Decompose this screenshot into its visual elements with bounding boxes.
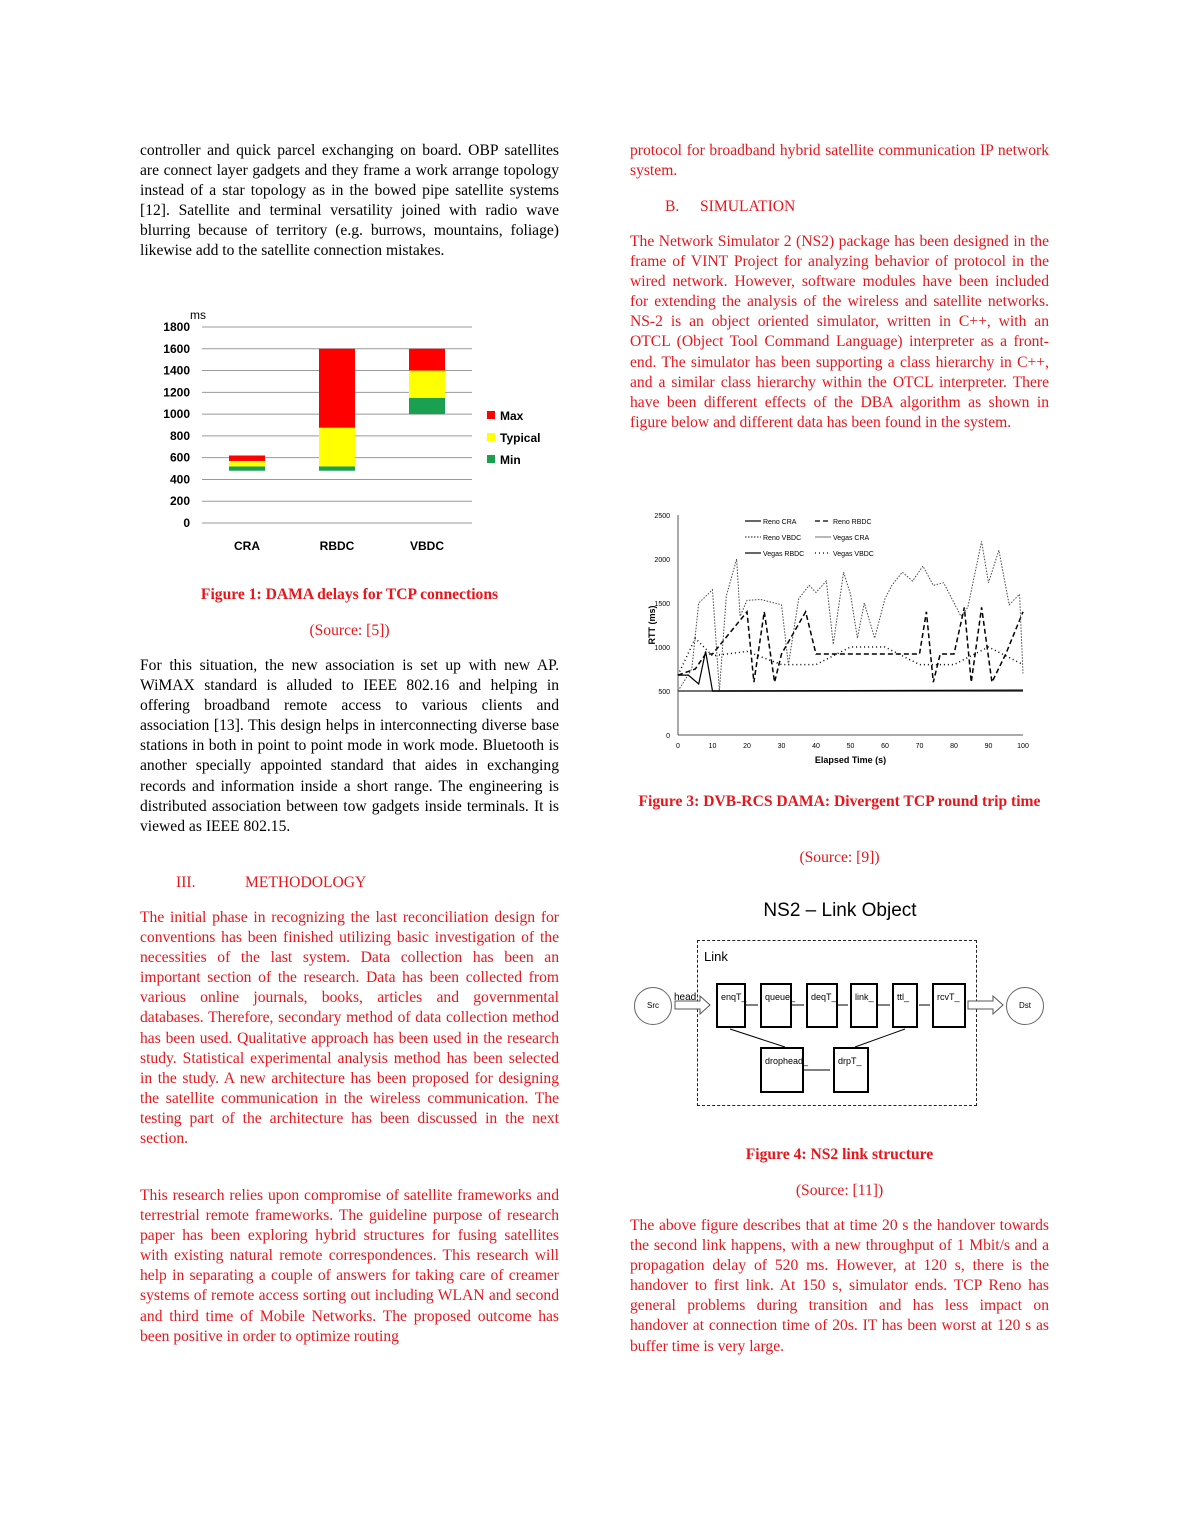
figure-1-source: (Source: [5]) [309,622,390,639]
x-tick-label: 80 [950,743,958,750]
series-line [678,638,1023,675]
figure-1-caption: Figure 1: DAMA delays for TCP connections [200,586,499,603]
figure-4-caption: Figure 4: NS2 link structure [745,1146,934,1163]
bar-typical [319,428,355,467]
x-tick-label: 20 [743,743,751,750]
figure-4-diagram [630,895,1050,1115]
section-heading: SIMULATION [700,198,796,215]
y-tick-label: 1600 [163,341,190,356]
series-line [678,651,1023,691]
legend-label: Vegas RBDC [763,551,805,558]
y-tick-label: 0 [666,733,670,740]
legend-label: Reno CRA [763,519,797,526]
figure-1-chart [140,300,560,560]
bar-min [409,398,445,414]
link-component-box: rcvT_ [932,983,966,1028]
y-tick-label: 2000 [654,557,670,564]
legend-label: Reno RBDC [833,519,872,526]
legend-swatch [487,433,495,441]
figure-3-source: (Source: [9]) [799,849,880,866]
src-node: Src [634,987,672,1025]
y-tick-label: 400 [169,472,190,487]
y-tick-label: 500 [658,689,670,696]
bar-min [319,466,355,470]
y-tick-label: 2500 [654,513,670,520]
y-tick-label: 800 [169,428,190,443]
x-tick-label: RBDC [319,539,355,553]
figure-3-chart [640,505,1040,775]
x-tick-label: 100 [1017,743,1029,750]
legend-swatch [487,455,495,463]
x-tick-label: 60 [881,743,889,750]
section-number: III. [176,874,196,891]
link-component-box: enqT_ [716,983,746,1028]
paragraph: This research relies upon compromise of satellite frameworks and terrestrial remote frameworks. The guideline purpose of research paper has been exploring hybrid structures for fusing satellites with existing natural remote correspondences. This research will help in separating a couple of answers for taking care of creamer systems of remote access sorting out including WLAN and second and third time of Mobile Networks. The proposed outcome has been positive in order to optimize routing [140,1187,559,1345]
y-tick-label: 1000 [654,645,670,652]
x-axis-label: Elapsed Time (s) [814,755,887,765]
x-tick-label: 90 [984,743,993,750]
series-line [678,541,1023,691]
y-tick-label: 1500 [654,601,670,608]
y-tick-label: 200 [169,494,190,509]
paragraph: The above figure describes that at time 20 s the handover towards the second link happens, with a new throughput of 1 Mbit/s and a propagation delay of 520 ms. However, at 120 s, there is the handover to first link. At 150 s, simulator ends. TCP Reno has general problems during transition and has less impact on handover at connection time of 20s. IT has been worst at 120 s as buffer time is very large. [630,1217,1049,1355]
paragraph: The initial phase in recognizing the last reconciliation design for conventions has been finished utilizing basic investigation of the necessities of the last system. Data collection has been an important section of the research. Data has been collected from various online journals, books, articles and governmental databases. Therefore, secondary method of data collection method has been used. Qualitative approach has been used in the research study. Statistical experimental analysis method has been selected in the study. A new architecture has been proposed for designing the satellite communication in the wireless communication. The testing part of the architecture has been discussed in the next section. [140,909,559,1148]
x-tick-label: CRA [234,539,260,553]
x-tick-label: 40 [812,743,820,750]
legend-label: Vegas VBDC [833,551,874,558]
legend-label: Min [500,453,521,467]
legend-label: Max [500,409,524,423]
link-label: Link [704,949,728,964]
bar-max [409,349,445,371]
section-heading: METHODOLOGY [245,874,367,891]
x-tick-label: 50 [846,743,855,750]
link-component-box: queue_ [760,983,792,1028]
legend-label: Typical [500,431,541,445]
drop-component-box: drophead_ [760,1047,804,1093]
drop-component-box: drpT_ [833,1047,869,1093]
x-tick-label: 30 [777,743,786,750]
diagram-title: NS2 – Link Object [763,900,917,921]
x-tick-label: 0 [676,743,680,750]
link-component-box: deqT_ [806,983,838,1028]
paragraph: protocol for broadband hybrid satellite communication IP network system. [630,142,1049,180]
dst-node: Dst [1006,987,1044,1025]
bar-typical [229,461,265,466]
y-tick-label: 0 [183,516,190,530]
bar-max [319,349,355,428]
paragraph: The Network Simulator 2 (NS2) package has been designed in the frame of VINT Project for analyzing behavior of protocol in the wired network. However, software modules have been included for extending the analysis of the wireless and satellite networks. NS-2 is an object oriented simulator, written in C++, with an OTCL (Object Tool Command Language) interpreter as a front-end. The simulator has been supporting a class hierarchy in C++, and a similar class hierarchy within the OTCL interpreter. There have been different effects of the DBA algorithm as shown in figure below and different data has been found in the system. [630,233,1049,431]
x-tick-label: VBDC [409,539,445,553]
x-tick-label: 10 [708,743,717,750]
legend-swatch [487,411,495,419]
series-line [678,607,1023,682]
y-axis-label: RTT (ms) [647,605,657,645]
legend-label: Vegas CRA [833,535,870,542]
y-tick-label: 1200 [163,385,190,400]
figure-4-source: (Source: [11]) [795,1182,884,1199]
figure-3-caption: Figure 3: DVB-RCS DAMA: Divergent TCP round trip time [638,793,1041,810]
y-tick-label: 1400 [163,363,190,378]
link-component-box: ttl_ [892,983,918,1028]
y-tick-label: 600 [169,450,190,465]
bar-max [229,455,265,460]
paragraph: For this situation, the new association is set up with new AP. WiMAX standard is alluded to IEEE 802.16 and helping in offering broadband remote access to various clients and association [13]. This design helps in interconnecting diverse base stations in both in point to point mode in work mode. Bluetooth is another specially appointed standard that aides in exchanging records and information inside a short range. The engineering is distributed association between tow gadgets inside terminals. It is viewed as IEEE 802.15. [140,657,559,835]
bar-typical [409,371,445,398]
y-tick-label: 1000 [163,407,190,422]
y-axis-label: ms [190,308,206,322]
x-tick-label: 70 [915,743,924,750]
link-component-box: link_ [850,983,878,1028]
section-number: B. [665,198,680,215]
paragraph: controller and quick parcel exchanging on board. OBP satellites are connect layer gadgets and they frame a work arrange topology instead of a star topology as in the bowed pipe satellite systems [12]. Satellite and terminal versatility joined with radio wave blurring because of territory (e.g. burrows, mountains, foliage) likewise add to the satellite connection mistakes. [140,142,559,260]
legend-label: Reno VBDC [763,535,802,542]
bar-min [229,466,265,470]
head-label: head [674,992,697,1003]
y-tick-label: 1800 [163,320,190,334]
